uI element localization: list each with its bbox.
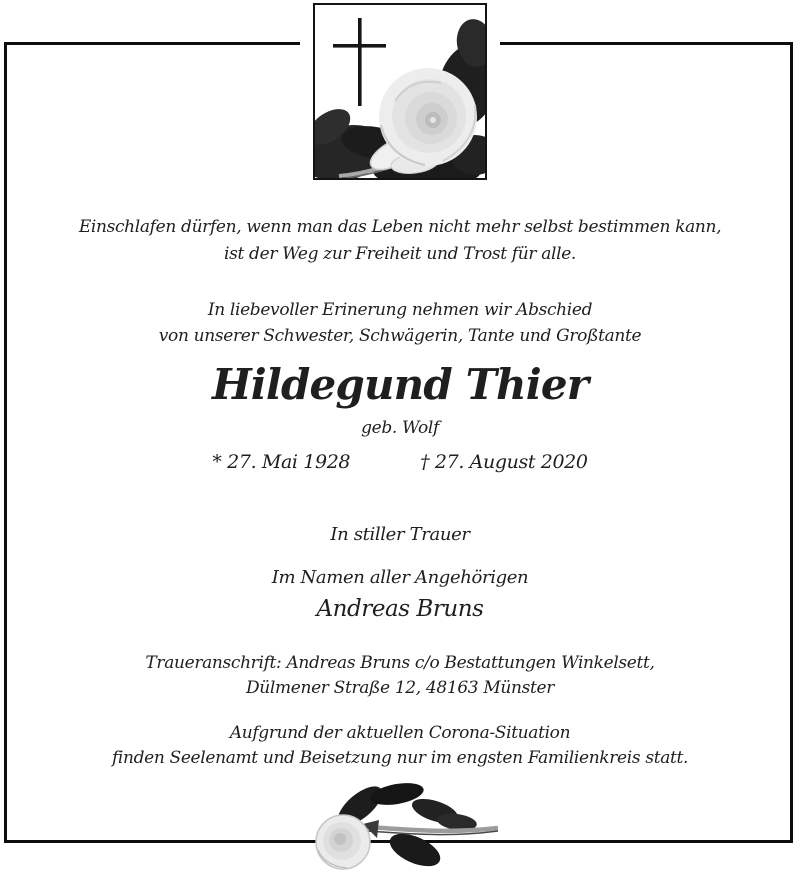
maiden-name: geb. Wolf xyxy=(361,418,439,438)
farewell-intro xyxy=(0,297,800,349)
memorial-photo xyxy=(313,3,487,180)
corona-notice xyxy=(0,721,800,771)
intro-line-2: von unserer Schwester, Schwägerin, Tante und Großtante xyxy=(158,326,642,346)
quote-line-2: ist der Weg zur Freiheit und Trost für alle. xyxy=(224,244,576,264)
stem xyxy=(365,827,498,831)
life-dates xyxy=(0,451,800,473)
address-line-2: Dülmener Straße 12, 48163 Münster xyxy=(245,678,555,698)
opening-quote xyxy=(0,214,800,268)
on-behalf-line: Im Namen aller Angehörigen xyxy=(271,567,529,588)
cross-and-rose-image xyxy=(315,5,485,178)
deceased-name: Hildegund Thier xyxy=(211,360,589,409)
corona-line-2: finden Seelenamt und Beisetzung nur im engsten Familienkreis statt. xyxy=(111,748,689,768)
death-date: † 27. August 2020 xyxy=(420,451,588,473)
cross-icon xyxy=(333,18,386,106)
mourning-address xyxy=(0,651,800,701)
rose-image xyxy=(285,780,540,873)
corona-line-1: Aufgrund der aktuellen Corona-Situation xyxy=(229,723,571,743)
grief-line: In stiller Trauer xyxy=(330,524,470,545)
birth-date: * 27. Mai 1928 xyxy=(212,451,351,473)
intro-line-1: In liebevoller Erinerung nehmen wir Abschied xyxy=(207,300,593,320)
address-line-1: Traueranschrift: Andreas Bruns c/o Bestattungen Winkelsett, xyxy=(145,653,655,673)
rose-photo xyxy=(285,780,540,873)
quote-line-1: Einschlafen dürfen, wenn man das Leben nicht mehr selbst bestimmen kann, xyxy=(78,217,722,237)
mourner-name: Andreas Bruns xyxy=(316,596,484,622)
